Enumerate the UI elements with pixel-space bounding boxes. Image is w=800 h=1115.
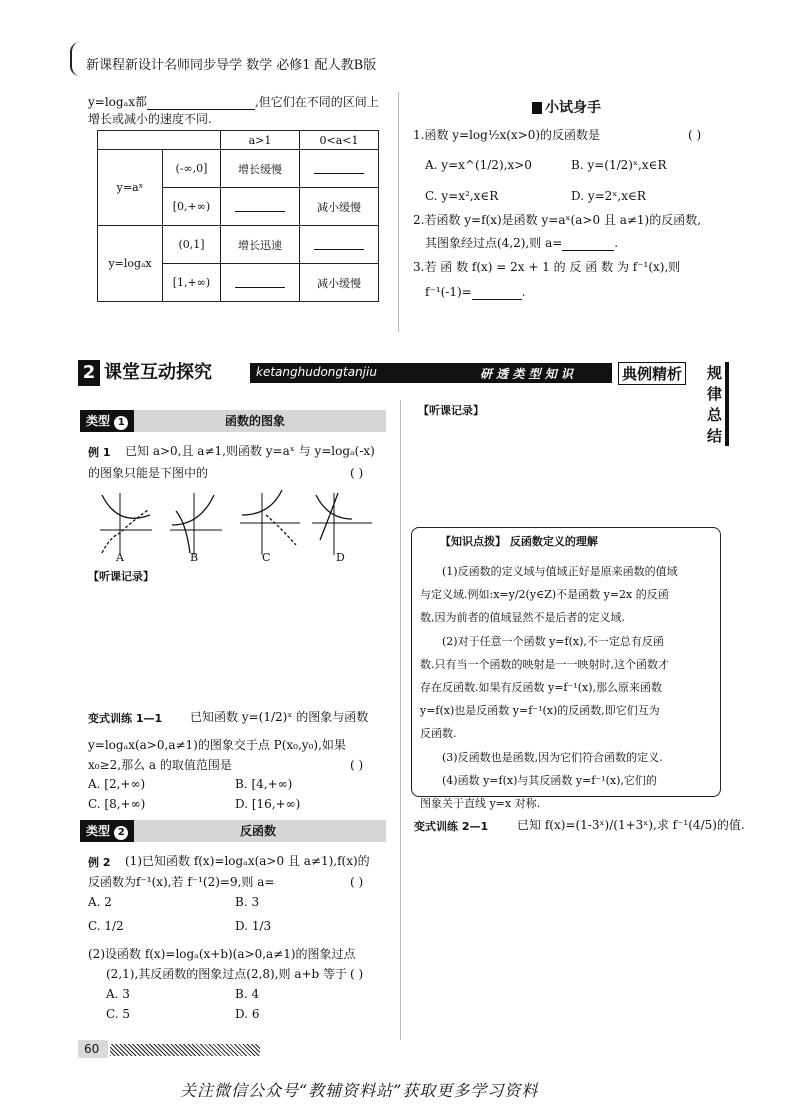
table-corner	[98, 131, 221, 150]
knowledge-p2-l4: y=f(x)也是反函数 y=f⁻¹(x)的反函数,即它们互为	[420, 704, 660, 718]
example2-p2-line2: (2,1),其反函数的图象过点(2,8),则 a+b 等于	[106, 967, 348, 981]
pencil-icon	[532, 102, 542, 114]
q2-line2: 其图象经过点(4,2),则 a= .	[425, 236, 619, 250]
graph-label-d: D	[336, 551, 345, 564]
example2-p1-option-c[interactable]: C. 1/2	[88, 919, 124, 933]
type1-num: 1	[114, 416, 128, 430]
log-cell-2-1[interactable]	[221, 264, 300, 302]
banner-tab-1: 典例精析	[618, 362, 686, 385]
q1-stem: 1.函数 y=log½x(x>0)的反函数是	[413, 128, 601, 142]
sentence-part1: y=logₐx都	[88, 95, 147, 109]
page-number: 60	[84, 1042, 100, 1056]
variant1-line2: y=logₐx(a>0,a≠1)的图象交于点 P(x₀,y₀),如果	[88, 738, 346, 752]
example2-p1-option-a[interactable]: A. 2	[88, 895, 112, 909]
q2-line1: 2.若函数 y=f(x)是函数 y=aˣ(a>0 且 a≠1)的反函数,	[413, 213, 702, 227]
type2-tag: 类型 2	[80, 820, 134, 842]
q1-option-a[interactable]: A. y=x^(1/2),x>0	[425, 158, 532, 172]
graph-c[interactable]	[240, 490, 300, 555]
q1-option-c[interactable]: C. y=x²,x∈R	[425, 189, 499, 203]
knowledge-p2-l2: 数.只有当一个函数的映射是一一映射时,这个函数才	[420, 657, 669, 671]
exp-interval-2: [0,+∞)	[163, 188, 221, 226]
knowledge-head: 【知识点拨】	[440, 535, 506, 548]
variant1-line3: x₀≥2,那么 a 的取值范围是	[88, 758, 232, 772]
log-cell-2-2: 减小缓慢	[300, 264, 379, 302]
type2-num: 2	[114, 826, 128, 840]
example2-label: 例 2	[88, 856, 111, 869]
q1-option-d[interactable]: D. y=2ˣ,x∈R	[571, 189, 646, 203]
log-interval-2: [1,+∞)	[163, 264, 221, 302]
knowledge-p1-l1: (1)反函数的定义域与值域正好是原来函数的值域	[442, 565, 678, 578]
knowledge-p2-l5: 反函数.	[420, 727, 457, 741]
exp-interval-1: (-∞,0]	[163, 150, 221, 188]
example2-p1-option-d[interactable]: D. 1/3	[235, 919, 272, 933]
example1-paren: ( )	[350, 466, 364, 480]
left-top-line1	[88, 94, 379, 110]
knowledge-p2-l3: 存在反函数.如果有反函数 y=f⁻¹(x),那么原来函数	[420, 681, 662, 695]
left-top-line2: 增长或减小的速度不同.	[88, 112, 212, 126]
banner-subtitle: 研 透 类 型 知 识	[480, 367, 573, 381]
try-it-title: 小试身手	[532, 97, 601, 117]
variant1-option-d[interactable]: D. [16,+∞)	[235, 797, 301, 811]
variant1-option-c[interactable]: C. [8,+∞)	[88, 797, 146, 811]
log-interval-1: (0,1]	[163, 226, 221, 264]
knowledge-title	[440, 535, 598, 550]
knowledge-topic: 反函数定义的理解	[509, 535, 598, 548]
exp-cell-2-2: 减小缓慢	[300, 188, 379, 226]
graph-d[interactable]	[312, 493, 372, 555]
variant1-option-a[interactable]: A. [2,+∞)	[88, 777, 146, 791]
q3-blank[interactable]	[472, 299, 522, 300]
example2-line2: 反函数为f⁻¹(x),若 f⁻¹(2)=9,则 a=	[88, 875, 275, 889]
example2-line1: (1)已知函数 f(x)=logₐx(a>0 且 a≠1),f(x)的	[125, 854, 370, 868]
exp-cell-2-1[interactable]	[221, 188, 300, 226]
header-bracket	[70, 42, 82, 76]
example2-p2-paren: ( )	[350, 967, 364, 981]
example1-line1: 已知 a>0,且 a≠1,则函数 y=aˣ 与 y=logₐ(-x)	[125, 444, 375, 458]
log-cell-1-2[interactable]	[300, 226, 379, 264]
example1-line2: 的图象只能是下图中的	[88, 466, 209, 480]
exp-cell-1-2[interactable]	[300, 150, 379, 188]
example2-p2-option-c[interactable]: C. 5	[106, 1007, 131, 1021]
graph-label-c: C	[262, 551, 271, 564]
example2-paren: ( )	[350, 875, 364, 889]
q3-line2: f⁻¹(-1)= .	[425, 285, 526, 299]
col-a-gt-1: a>1	[221, 131, 300, 150]
row-log-func: y=logₐx	[98, 226, 163, 302]
banner-pinyin: ketanghudongtanjiu	[256, 365, 377, 379]
example2-p2-line1: (2)设函数 f(x)=logₐ(x+b)(a>0,a≠1)的图象过点	[88, 947, 356, 961]
column-divider-top	[398, 92, 399, 332]
log-cell-1-1: 增长迅速	[221, 226, 300, 264]
graph-label-b: B	[190, 551, 199, 564]
exp-cell-1-1: 增长缓慢	[221, 150, 300, 188]
knowledge-p1-l2: 与定义域.例如:x=y/2(y∈Z)不是函数 y=2x 的反函	[420, 588, 669, 602]
example2-p2-option-d[interactable]: D. 6	[235, 1007, 260, 1021]
type1-title: 函数的图象	[225, 414, 286, 428]
knowledge-body	[420, 560, 715, 815]
book-title: 新课程新设计名师同步导学 数学 必修1 配人教B版	[86, 58, 377, 73]
knowledge-p4-l2: 图象关于直线 y=x 对称.	[420, 797, 541, 811]
footer-hatch	[110, 1044, 260, 1056]
comparison-table	[97, 130, 379, 302]
banner-num: 2	[78, 360, 100, 386]
q3-line1: 3.若 函 数 f(x) = 2x + 1 的 反 函 数 为 f⁻¹(x),则	[413, 260, 681, 274]
knowledge-p3-l1: (3)反函数也是函数,因为它们符合函数的定义.	[442, 750, 663, 764]
variant2-text: 已知 f(x)=(1-3ˣ)/(1+3ˣ),求 f⁻¹(4/5)的值.	[517, 818, 745, 832]
listen-record-right: 【听课记录】	[418, 404, 484, 417]
q1-option-b[interactable]: B. y=(1/2)ˣ,x∈R	[571, 158, 667, 172]
row-exp-func: y=aˣ	[98, 150, 163, 226]
variant1-label: 变式训练 1—1	[88, 712, 163, 725]
example2-p1-option-b[interactable]: B. 3	[235, 895, 260, 909]
example2-p2-option-a[interactable]: A. 3	[106, 987, 130, 1001]
q2-blank[interactable]	[562, 250, 614, 251]
listen-record-left: 【听课记录】	[88, 570, 154, 583]
column-divider-bottom	[400, 400, 401, 1040]
footer-promo: 关注微信公众号“教辅资料站”获取更多学习资料	[180, 1081, 539, 1100]
example2-p2-option-b[interactable]: B. 4	[235, 987, 260, 1001]
variant1-paren: ( )	[350, 758, 364, 772]
variant1-option-b[interactable]: B. [4,+∞)	[235, 777, 293, 791]
graph-a[interactable]	[100, 493, 152, 555]
q1-paren: ( )	[688, 128, 702, 142]
graph-b[interactable]	[170, 493, 222, 555]
banner-strip	[250, 363, 612, 383]
type2-title: 反函数	[240, 824, 277, 838]
type1-tag: 类型 1	[80, 410, 134, 432]
graph-label-a: A	[116, 551, 124, 564]
example1-label: 例 1	[88, 446, 111, 459]
col-a-between: 0<a<1	[300, 131, 379, 150]
banner-tab-2: 规律总结	[704, 362, 729, 446]
knowledge-p1-l3: 数,因为前者的值域显然不是后者的定义域.	[420, 611, 625, 625]
knowledge-p4-l1: (4)函数 y=f(x)与其反函数 y=f⁻¹(x),它们的	[442, 773, 657, 787]
knowledge-p2-l1: (2)对于任意一个函数 y=f(x),不一定总有反函	[442, 634, 664, 648]
sentence-part2: ,但它们在不同的区间上	[254, 95, 379, 109]
variant1-line1: 已知函数 y=(1/2)ˣ 的图象与函数	[190, 710, 369, 724]
variant2-label: 变式训练 2—1	[414, 820, 489, 833]
banner-title: 课堂互动探究	[104, 362, 212, 383]
